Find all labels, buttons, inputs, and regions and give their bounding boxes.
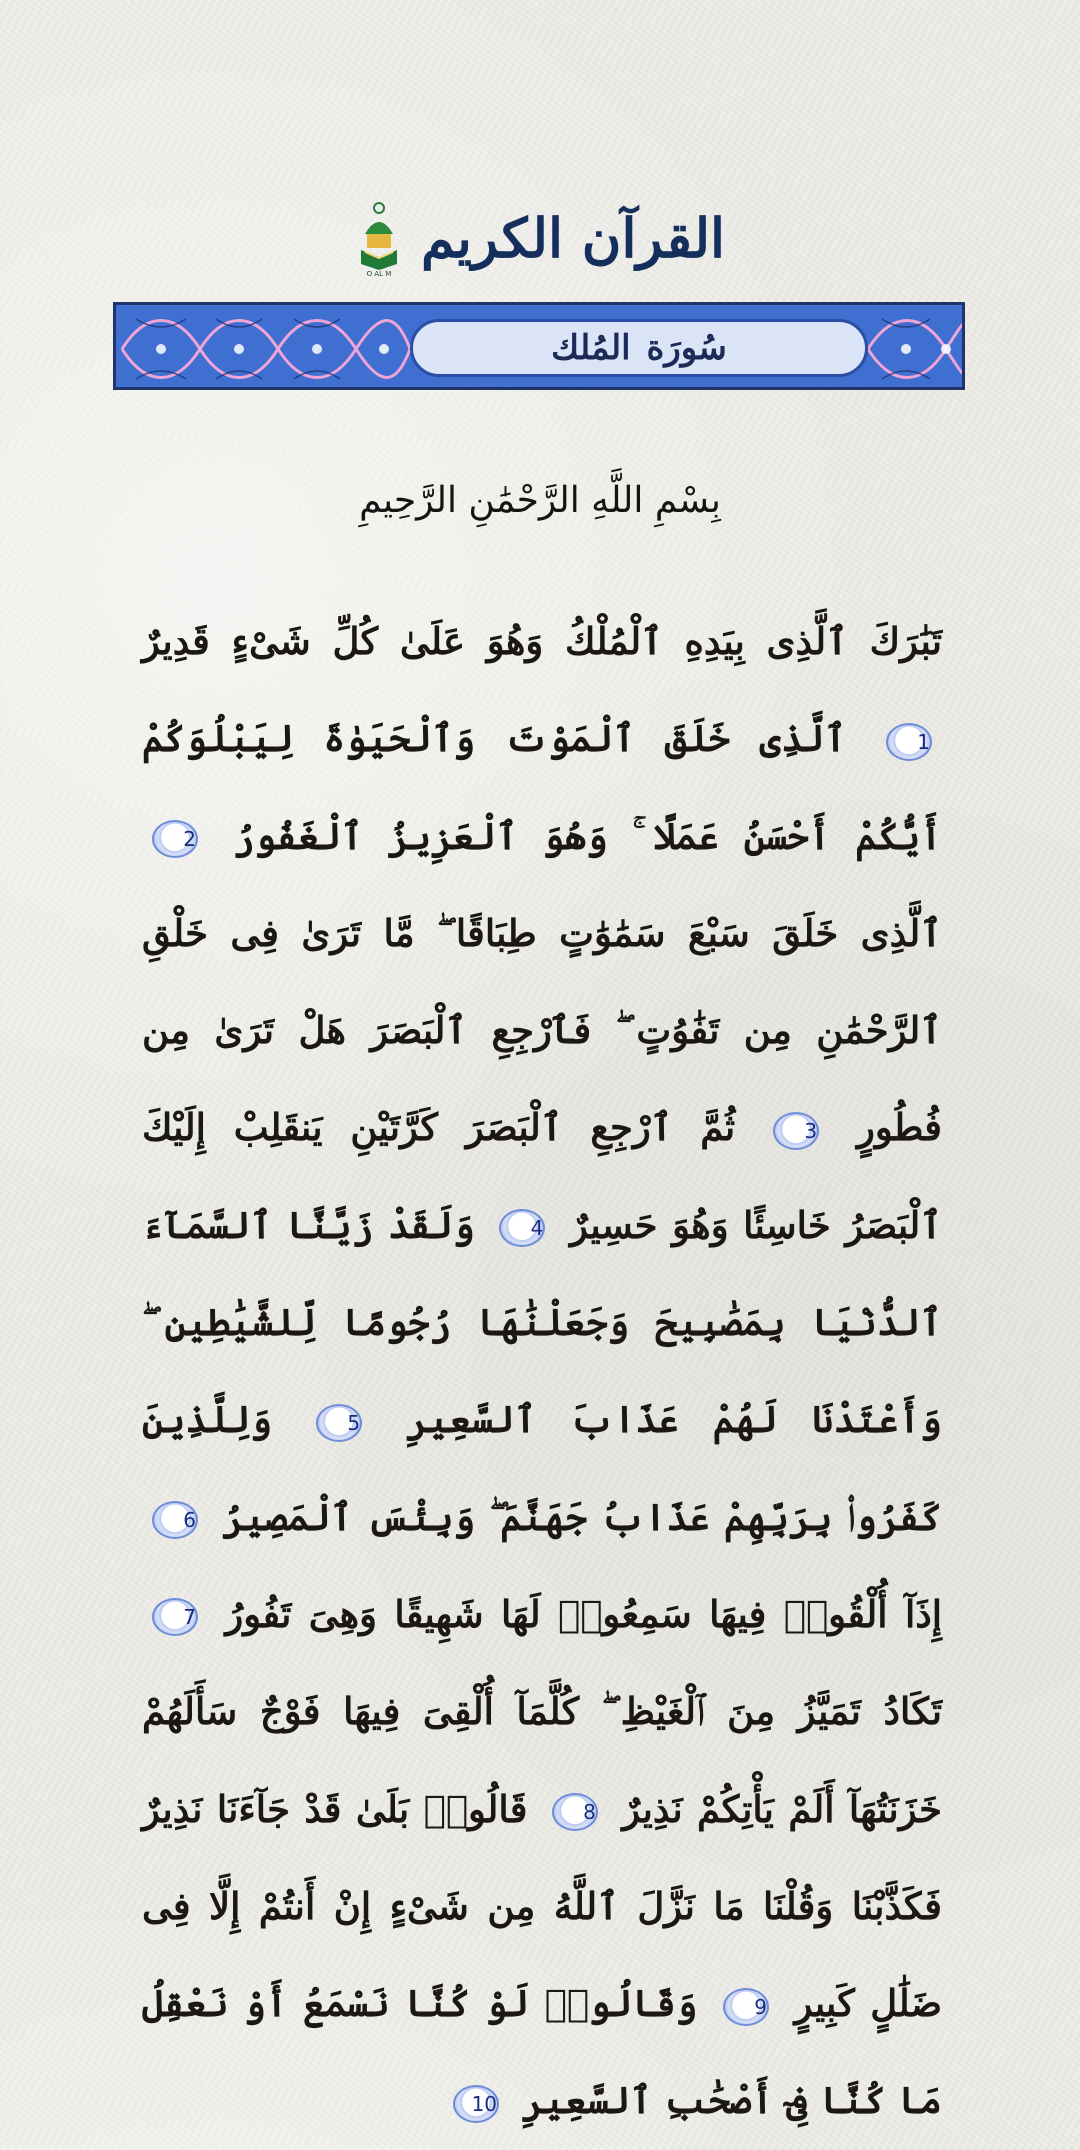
ayah-number-marker: 9 [723,1988,769,2026]
bismillah-text: بِسْمِ اللَّهِ الرَّحْمَٰنِ الرَّحِيمِ [359,480,721,521]
verse-text: ثُمَّ ٱرْجِعِ ٱلْبَصَرَ كَرَّتَيْنِ يَنقَلِبْ إِلَيْكَ ٱلْبَصَرُ خَاسِئًا وَهُوَ حَسِيرٌ [142,1105,942,1247]
verse-text: قَالُوا۟ بَلَىٰ قَدْ جَآءَنَا نَذِيرٌ فَكَذَّبْنَا وَقُلْنَا مَا نَزَّلَ ٱللَّهُ مِن شَىْءٍ إِنْ أَنتُمْ إِلَّا فِى ضَلَٰلٍ كَبِيرٍ [142,1786,942,2026]
ayah-number-marker: 7 [152,1598,198,1636]
app-title: القرآن الكريم [420,206,726,270]
verse-text: ٱلَّذِى خَلَقَ سَبْعَ سَمَٰوَٰتٍ طِبَاقًا ۖ مَّا تَرَىٰ فِى خَلْقِ ٱلرَّحْمَٰنِ مِن تَفَٰوُتٍ ۖ فَٱرْجِعِ ٱلْبَصَرَ هَلْ تَرَىٰ مِن فُطُورٍ [142,910,942,1150]
ayah-number-marker: 5 [316,1404,362,1442]
surah-banner [113,302,965,390]
ayah-number-marker: 1 [886,723,932,761]
verse-text: تَكَادُ تَمَيَّزُ مِنَ ٱلْغَيْظِ ۖ كُلَّمَآ أُلْقِىَ فِيهَا فَوْجٌ سَأَلَهُمْ خَزَنَتُهَآ أَلَمْ يَأْتِكُمْ نَذِيرٌ [142,1689,943,1831]
surah-name: المُلك [551,328,631,368]
verse-text: ٱلَّذِى خَلَقَ ٱلْمَوْتَ وَٱلْحَيَوٰةَ لِيَبْلُوَكُمْ أَيُّكُمْ أَحْسَنُ عَمَلًا ۚ وَهُوَ ٱلْعَزِيزُ ٱلْغَفُورُ [142,716,942,858]
bismillah [0,480,1080,521]
ayah-number-marker: 10 [453,2085,499,2123]
verse-text: وَقَالُوا۟ لَوْ كُنَّا نَسْمَعُ أَوْ نَعْقِلُ مَا كُنَّا فِىٓ أَصْحَٰبِ ٱلسَّعِيرِ [142,1981,942,2123]
ayah-number-marker: 6 [152,1501,198,1539]
verse-text: تَبَٰرَكَ ٱلَّذِى بِيَدِهِ ٱلْمُلْكُ وَهُوَ عَلَىٰ كُلِّ شَىْءٍ قَدِيرٌ [142,619,942,663]
mosque-book-logo-icon [355,200,403,276]
app-header [0,200,1080,276]
logo-caption: Q AL M [366,270,392,276]
ayah-number-marker: 2 [152,820,198,858]
verses-block [142,593,942,2150]
ayah-number-marker: 3 [773,1112,819,1150]
verse-text: وَلِلَّذِينَ كَفَرُوا۟ بِرَبِّهِمْ عَذَابُ جَهَنَّمَ ۖ وَبِئْسَ ٱلْمَصِيرُ [142,1397,942,1539]
surah-title [410,319,868,377]
ayah-number-marker: 8 [552,1793,598,1831]
ayah-number-marker: 4 [499,1209,545,1247]
verse-text: وَلَقَدْ زَيَّنَّا ٱلسَّمَآءَ ٱلدُّنْيَا بِمَصَٰبِيحَ وَجَعَلْنَٰهَا رُجُومًا لِّلشَّيَٰطِينِ ۖ وَأَعْتَدْنَا لَهُمْ عَذَابَ ٱلسَّعِيرِ [142,1202,942,1442]
surah-label: سُورَة [646,328,727,368]
verse-text: إِذَآ أُلْقُوا۟ فِيهَا سَمِعُوا۟ لَهَا شَهِيقًا وَهِىَ تَفُورُ [225,1591,942,1636]
